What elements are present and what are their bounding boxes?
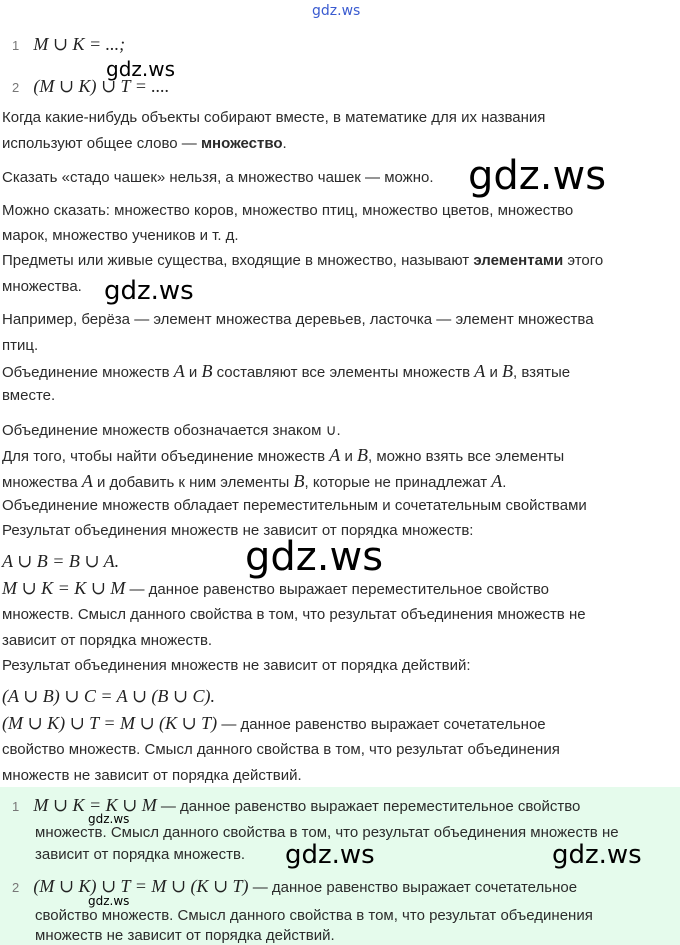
watermark: gdz.ws xyxy=(104,276,194,306)
paragraph-line: Когда какие-нибудь объекты собирают вместе, в математике для их названия xyxy=(2,109,546,126)
watermark: gdz.ws xyxy=(468,153,607,199)
formula-associative: (A ∪ B) ∪ C = A ∪ (B ∪ C). xyxy=(2,686,215,706)
term-set: множество xyxy=(200,135,283,152)
paragraph-line: птиц. xyxy=(2,337,39,354)
paragraph-line: Объединение множеств обозначается знаком ∪. xyxy=(2,422,341,439)
answer-line: свойство множеств. Смысл данного свойства в том, что результат объединения xyxy=(35,907,593,924)
answer-number: 1 xyxy=(12,799,20,814)
question-formula: M ∪ K = ...; xyxy=(33,34,126,54)
paragraph-line: множества. xyxy=(2,278,82,295)
paragraph-line: множеств не зависит от порядка действий. xyxy=(2,767,302,784)
watermark: gdz.ws xyxy=(106,57,176,81)
answer-2: 2 (M ∪ K) ∪ T = M ∪ (K ∪ T) — данное равенство выражает сочетательное xyxy=(12,876,578,896)
answer-formula: M ∪ K = K ∪ M xyxy=(33,795,157,815)
paragraph-line: Объединение множеств A и B составляют все элементы множеств A и B, взятые xyxy=(2,361,571,381)
answer-line: зависит от порядка множеств. xyxy=(35,846,246,863)
watermark: gdz.ws xyxy=(285,840,375,870)
formula-commutative: A ∪ B = B ∪ A. xyxy=(2,551,120,571)
paragraph-line: M ∪ K = K ∪ M — данное равенство выражает переместительное свойство xyxy=(2,578,549,598)
paragraph-line: Сказать «стадо чашек» нельзя, а множество чашек — можно. xyxy=(2,169,434,186)
question-2 xyxy=(12,76,169,97)
paragraph-line: Результат объединения множеств не зависит от порядка множеств: xyxy=(2,522,474,539)
answer-1: 1 M ∪ K = K ∪ M — данное равенство выражает переместительное свойство xyxy=(12,795,581,815)
paragraph-line: Например, берёза — элемент множества деревьев, ласточка — элемент множества xyxy=(2,311,594,328)
answer-line: множеств не зависит от порядка действий. xyxy=(35,927,335,944)
paragraph-line: Результат объединения множеств не зависит от порядка действий: xyxy=(2,657,471,674)
watermark: gdz.ws xyxy=(245,534,384,580)
paragraph-line: свойство множеств. Смысл данного свойства в том, что результат объединения xyxy=(2,741,560,758)
paragraph-line: (M ∪ K) ∪ T = M ∪ (K ∪ T) — данное равенство выражает сочетательное xyxy=(2,713,546,733)
watermark: gdz.ws xyxy=(88,812,130,826)
paragraph-line: Объединение множеств обладает переместительным и сочетательным свойствами xyxy=(2,497,587,514)
watermark: gdz.ws xyxy=(88,894,130,908)
paragraph-line: используют общее слово — множество. xyxy=(2,135,287,152)
union-symbol: ∪ xyxy=(325,422,337,439)
paragraph-line: зависит от порядка множеств. xyxy=(2,632,213,649)
watermark-top: gdz.ws xyxy=(312,3,361,19)
watermark: gdz.ws xyxy=(552,840,642,870)
paragraph-line: марок, множество учеников и т. д. xyxy=(2,227,239,244)
question-formula: (M ∪ K) ∪ T = .... xyxy=(33,76,170,96)
answer-formula: (M ∪ K) ∪ T = M ∪ (K ∪ T) xyxy=(33,876,249,896)
answer-line: множеств. Смысл данного свойства в том, что результат объединения множеств не xyxy=(35,824,619,841)
question-1 xyxy=(12,34,125,55)
paragraph-line: Можно сказать: множество коров, множество птиц, множество цветов, множество xyxy=(2,202,574,219)
paragraph-line: множества A и добавить к ним элементы B, которые не принадлежат A. xyxy=(2,471,507,491)
paragraph-line: множеств. Смысл данного свойства в том, что результат объединения множеств не xyxy=(2,606,586,623)
question-number: 1 xyxy=(12,38,20,53)
question-number: 2 xyxy=(12,80,20,95)
answer-number: 2 xyxy=(12,880,20,895)
term-elements: элементами xyxy=(473,252,564,269)
paragraph-line: Предметы или живые существа, входящие в множество, называют элементами этого xyxy=(2,252,604,269)
paragraph-line: вместе. xyxy=(2,387,56,404)
paragraph-line: Для того, чтобы найти объединение множеств A и B, можно взять все элементы xyxy=(2,445,565,465)
